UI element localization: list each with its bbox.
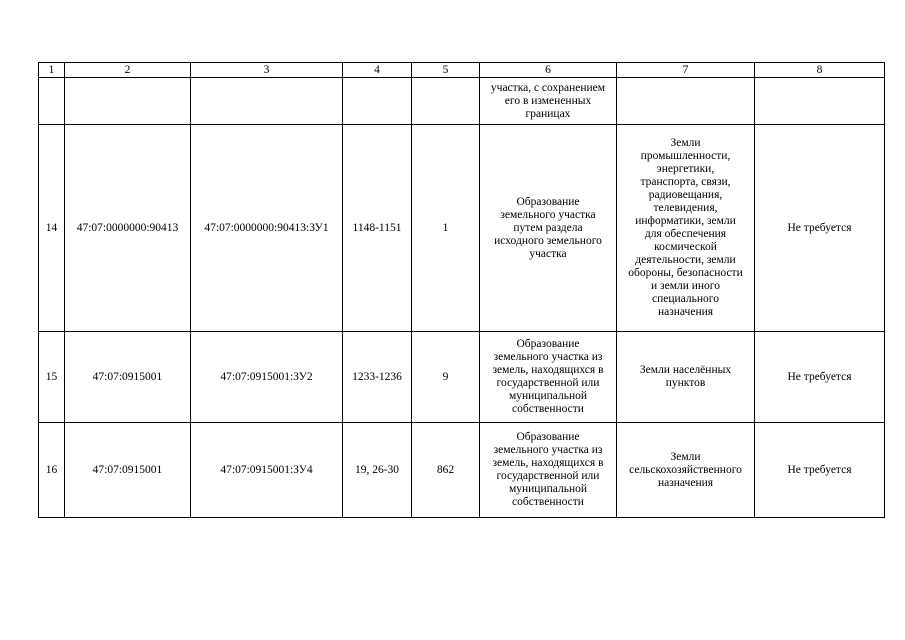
permission-cell: Не требуется: [755, 423, 885, 518]
table-row: [39, 423, 885, 518]
source-cadastral-number-cell: 47:07:0000000:90413: [65, 125, 191, 332]
table-cell: [617, 78, 755, 125]
table-cell: [191, 78, 343, 125]
header-cell: 4: [343, 63, 412, 78]
area-cell: 9: [412, 332, 480, 423]
header-cell: 2: [65, 63, 191, 78]
points-range-cell: 1233-1236: [343, 332, 412, 423]
row-number-cell: 15: [39, 332, 65, 423]
table-cell: [343, 78, 412, 125]
header-cell: 3: [191, 63, 343, 78]
formation-method-cell: участка, с сохранением его в измененных границах: [480, 78, 617, 125]
header-cell: 8: [755, 63, 885, 78]
source-cadastral-number-cell: 47:07:0915001: [65, 423, 191, 518]
permission-cell: Не требуется: [755, 125, 885, 332]
table-row: [39, 125, 885, 332]
land-category-cell: Земли промышленности, энергетики, транспорта, связи, радиовещания, телевидения, информатики, земли для обеспечения космической деятельности, земли обороны, безопасности и земли иного специального назначения: [617, 125, 755, 332]
formation-method-cell: Образование земельного участка из земель, находящихся в государственной или муниципальной собственности: [480, 423, 617, 518]
header-cell: 1: [39, 63, 65, 78]
table-cell: [755, 78, 885, 125]
row-number-cell: 16: [39, 423, 65, 518]
land-plots-table: [38, 62, 885, 518]
area-cell: 1: [412, 125, 480, 332]
area-cell: 862: [412, 423, 480, 518]
plot-designation-cell: 47:07:0000000:90413:ЗУ1: [191, 125, 343, 332]
header-cell: 7: [617, 63, 755, 78]
points-range-cell: 1148-1151: [343, 125, 412, 332]
table-cell: [39, 78, 65, 125]
land-category-cell: Земли сельскохозяйственного назначения: [617, 423, 755, 518]
row-number-cell: 14: [39, 125, 65, 332]
header-cell: 5: [412, 63, 480, 78]
header-row: [39, 63, 885, 78]
table-row: [39, 332, 885, 423]
plot-designation-cell: 47:07:0915001:ЗУ4: [191, 423, 343, 518]
points-range-cell: 19, 26-30: [343, 423, 412, 518]
header-cell: 6: [480, 63, 617, 78]
land-category-cell: Земли населённых пунктов: [617, 332, 755, 423]
table-cell: [65, 78, 191, 125]
formation-method-cell: Образование земельного участка из земель, находящихся в государственной или муниципальной собственности: [480, 332, 617, 423]
table-cell: [412, 78, 480, 125]
plot-designation-cell: 47:07:0915001:ЗУ2: [191, 332, 343, 423]
source-cadastral-number-cell: 47:07:0915001: [65, 332, 191, 423]
formation-method-cell: Образование земельного участка путем раздела исходного земельного участка: [480, 125, 617, 332]
continuation-row: [39, 78, 885, 125]
permission-cell: Не требуется: [755, 332, 885, 423]
